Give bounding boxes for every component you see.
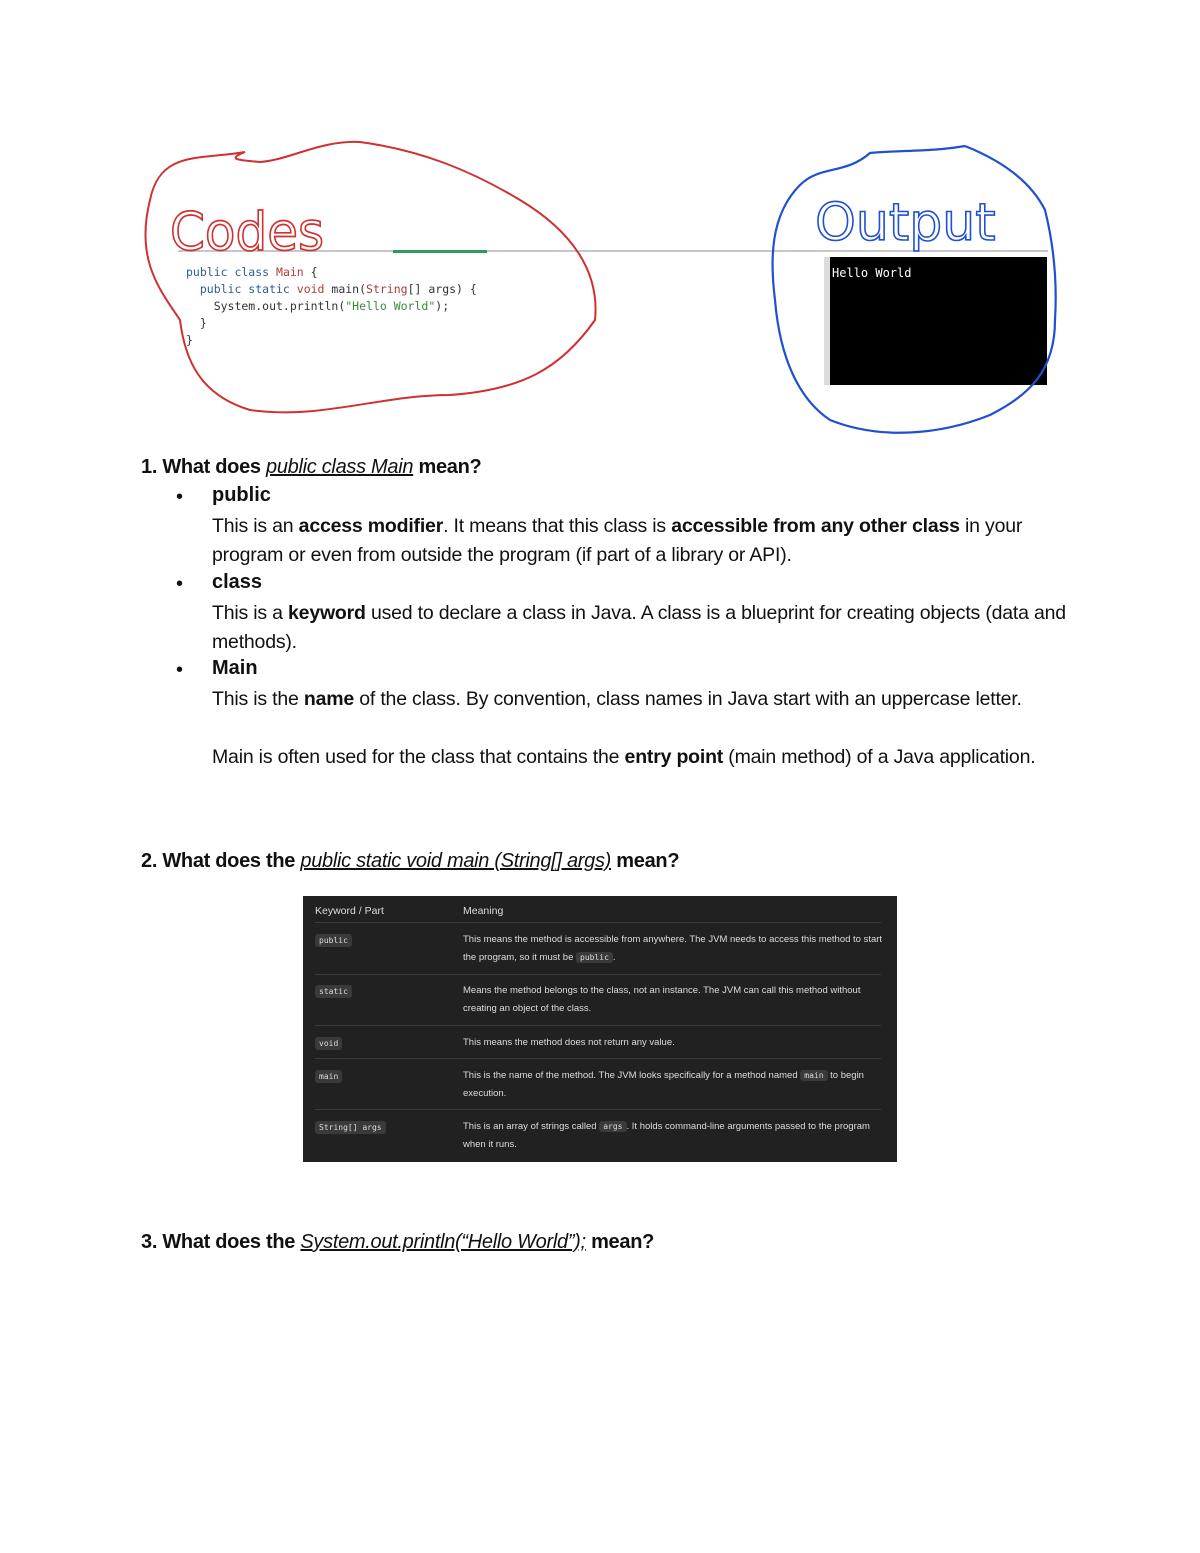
- codes-handwritten-label: Codes: [170, 201, 325, 264]
- keyword-cell: void: [315, 1037, 342, 1050]
- code-token: public class: [186, 265, 270, 279]
- inline-code: main: [800, 1070, 827, 1081]
- heading-text: 1. What does: [141, 456, 267, 478]
- term-main-description-2: [212, 743, 1072, 772]
- output-tab-bar: [818, 250, 1048, 252]
- meaning-cell: [463, 1118, 883, 1154]
- code-token: );: [435, 299, 450, 313]
- keyword-cell: public: [315, 934, 352, 947]
- term-main-description: [212, 685, 1072, 714]
- text: in your program or even from outside the program (if part of a library or API).: [212, 515, 1023, 566]
- question-1-heading: [141, 456, 481, 479]
- heading-text: mean?: [585, 1231, 655, 1253]
- divider: [315, 1025, 881, 1026]
- code-token: {: [303, 265, 318, 279]
- table-header-keyword: Keyword / Part: [315, 905, 384, 917]
- text: Main is often used for the class that contains the: [212, 746, 625, 768]
- text: .: [612, 952, 616, 963]
- bold-text: entry point: [624, 746, 724, 768]
- text: to begin execution.: [463, 1070, 864, 1099]
- text: used to declare a class in Java. A class is a blueprint for creating objects (data and methods).: [212, 602, 1066, 653]
- divider: [315, 974, 881, 975]
- bold-text: keyword: [288, 602, 366, 624]
- meaning-cell: [463, 931, 883, 967]
- code-token: "Hello World": [345, 299, 436, 313]
- divider: [315, 1109, 881, 1110]
- term-class-description: [212, 599, 1072, 657]
- heading-code-reference: public class Main: [266, 456, 414, 478]
- code-token: String: [366, 282, 408, 296]
- term-main: Main: [212, 657, 258, 679]
- code-token: }: [186, 333, 193, 347]
- heading-text: mean?: [413, 456, 482, 478]
- keyword-cell: main: [315, 1070, 342, 1083]
- heading-text: 2. What does the: [141, 850, 301, 872]
- code-snippet: [186, 264, 477, 349]
- term-class: class: [212, 571, 263, 593]
- question-3-heading: [141, 1231, 654, 1254]
- term-public: public: [212, 484, 271, 506]
- inline-code: args: [599, 1121, 626, 1132]
- keyword-meaning-table: [303, 896, 897, 1162]
- text: This means the method is accessible from anywhere. The JVM needs to access this method to start the program, so it must be: [463, 934, 883, 963]
- output-text: Hello World: [832, 266, 912, 280]
- bold-text: accessible from any other class: [671, 515, 960, 537]
- text: . It means that this class is: [443, 515, 672, 537]
- meaning-cell: Means the method belongs to the class, not an instance. The JVM can call this method without creating an object of the class.: [463, 985, 861, 1014]
- text: This is the: [212, 688, 304, 710]
- code-token: public static: [186, 282, 290, 296]
- term-public-description: [212, 512, 1072, 570]
- text: . It holds command-line arguments passed to the program when it runs.: [463, 1121, 870, 1150]
- keyword-cell: static: [315, 985, 352, 998]
- code-token: [] args) {: [407, 282, 477, 296]
- bullet-icon: •: [176, 659, 184, 681]
- code-token: System.out.println(: [186, 299, 346, 313]
- divider: [315, 1058, 881, 1059]
- text: This is the name of the method. The JVM looks specifically for a method named: [463, 1070, 801, 1081]
- meaning-cell: [463, 1067, 883, 1103]
- editor-active-tab-indicator: [393, 250, 487, 253]
- heading-code-reference: public static void main (String[] args): [300, 850, 612, 872]
- keyword-cell: String[] args: [315, 1121, 386, 1134]
- text: of the class. By convention, class names in Java start with an uppercase letter.: [354, 688, 1022, 710]
- divider: [315, 922, 881, 923]
- text: This is a: [212, 602, 289, 624]
- bullet-icon: •: [176, 573, 184, 595]
- code-token: Main: [269, 265, 304, 279]
- code-token: void: [289, 282, 325, 296]
- code-token: }: [186, 316, 207, 330]
- heading-text: mean?: [611, 850, 680, 872]
- bullet-icon: •: [176, 486, 184, 508]
- heading-code-reference: System.out.println(“Hello World”);: [300, 1231, 586, 1253]
- code-token: main(: [324, 282, 367, 296]
- table-header-meaning: Meaning: [463, 905, 504, 917]
- output-handwritten-label: Output: [815, 193, 996, 253]
- question-2-heading: [141, 850, 679, 873]
- text: This is an: [212, 515, 299, 537]
- meaning-cell: This means the method does not return any value.: [463, 1037, 675, 1048]
- bold-text: name: [303, 688, 355, 710]
- text: (main method) of a Java application.: [723, 746, 1036, 768]
- heading-text: 3. What does the: [141, 1231, 301, 1253]
- editor-tab-bar: [178, 250, 818, 252]
- text: This is an array of strings called: [463, 1121, 600, 1132]
- bold-text: access modifier: [298, 515, 444, 537]
- inline-code: public: [576, 952, 613, 963]
